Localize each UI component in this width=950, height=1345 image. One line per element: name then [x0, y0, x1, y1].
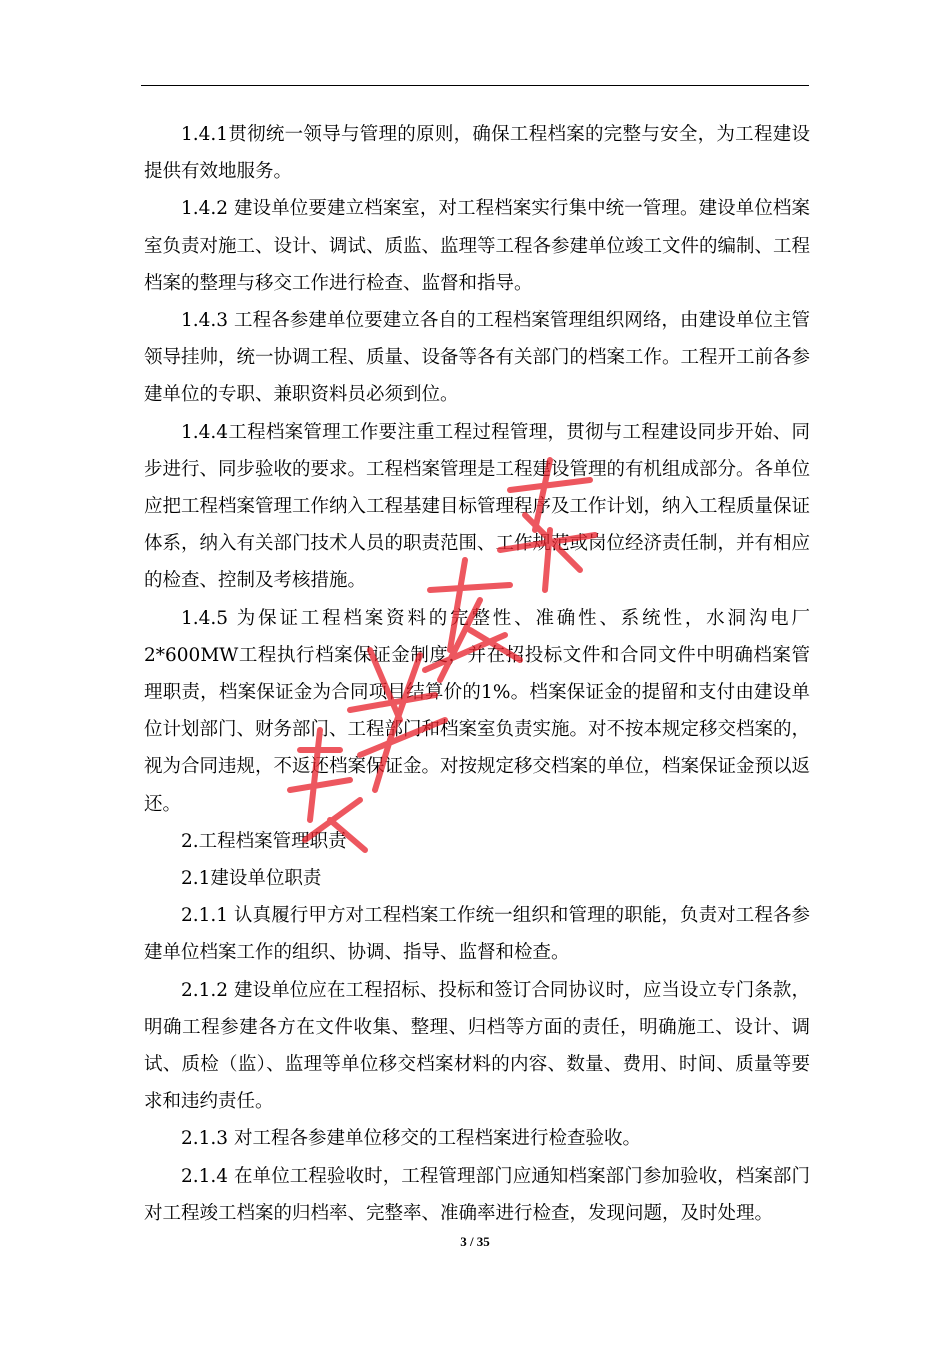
paragraph-2-1-3: 2.1.3 对工程各参建单位移交的工程档案进行检查验收。 — [181, 1128, 641, 1150]
header-rule — [141, 85, 809, 86]
paragraph-1-4-4: 1.4.4工程档案管理工作要注重工程过程管理，贯彻与工程建设同步开始、同步进行、同步验收的要求。工程档案管理是工程建设管理的有机组成部分。各单位应把工程档案管理工作纳入工程基建目标管理程序及工作计划，纳入工程质量保证体系，纳入有关部门技术人员的职责范围、工作规范或岗位经济责任制，并有相应的检查、控制及考核措施。 — [144, 421, 811, 592]
paragraph-2-1-1: 2.1.1 认真履行甲方对工程档案工作统一组织和管理的职能，负责对工程各参建单位档案工作的组织、协调、指导、监督和检查。 — [144, 905, 810, 964]
page-number: 3 / 35 — [460, 1234, 490, 1249]
section-heading-2-1: 2.1建设单位职责 — [181, 868, 322, 890]
paragraph-2-1-4: 2.1.4 在单位工程验收时，工程管理部门应通知档案部门参加验收，档案部门对工程竣工档案的归档率、完整率、准确率进行检查，发现问题，及时处理。 — [144, 1165, 810, 1224]
paragraph-1-4-1: 1.4.1贯彻统一领导与管理的原则，确保工程档案的完整与安全，为工程建设提供有效地服务。 — [144, 124, 810, 183]
paragraph-1-4-5: 1.4.5 为保证工程档案资料的完整性、准确性、系统性，水洞沟电厂 2*600MW工程执行档案保证金制度，并在招投标文件和合同文件中明确档案管理职责，档案保证金为合同项目结算价的1%。档案保证金的提留和支付由建设单位计划部门、财务部门、工程部门和档案室负责实施。对不按本规定移交档案的，视为合同违规，不返还档案保证金。对按规定移交档案的单位，档案保证金预以返还。 — [144, 607, 811, 815]
document-body — [144, 116, 810, 1232]
paragraph-1-4-3: 1.4.3 工程各参建单位要建立各自的工程档案管理组织网络，由建设单位主管领导挂帅，统一协调工程、质量、设备等各有关部门的档案工作。工程开工前各参建单位的专职、兼职资料员必须到位。 — [144, 310, 811, 406]
section-heading-2: 2.工程档案管理职责 — [181, 830, 347, 852]
paragraph-1-4-2: 1.4.2 建设单位要建立档案室，对工程档案实行集中统一管理。建设单位档案室负责对施工、设计、调试、质监、监理等工程各参建单位竣工文件的编制、工程档案的整理与移交工作进行检查、监督和指导。 — [144, 198, 811, 294]
paragraph-2-1-2: 2.1.2 建设单位应在工程招标、投标和签订合同协议时，应当设立专门条款，明确工程参建各方在文件收集、整理、归档等方面的责任，明确施工、设计、调试、质检（监）、监理等单位移交档案材料的内容、数量、费用、时间、质量等要求和违约责任。 — [144, 979, 810, 1113]
